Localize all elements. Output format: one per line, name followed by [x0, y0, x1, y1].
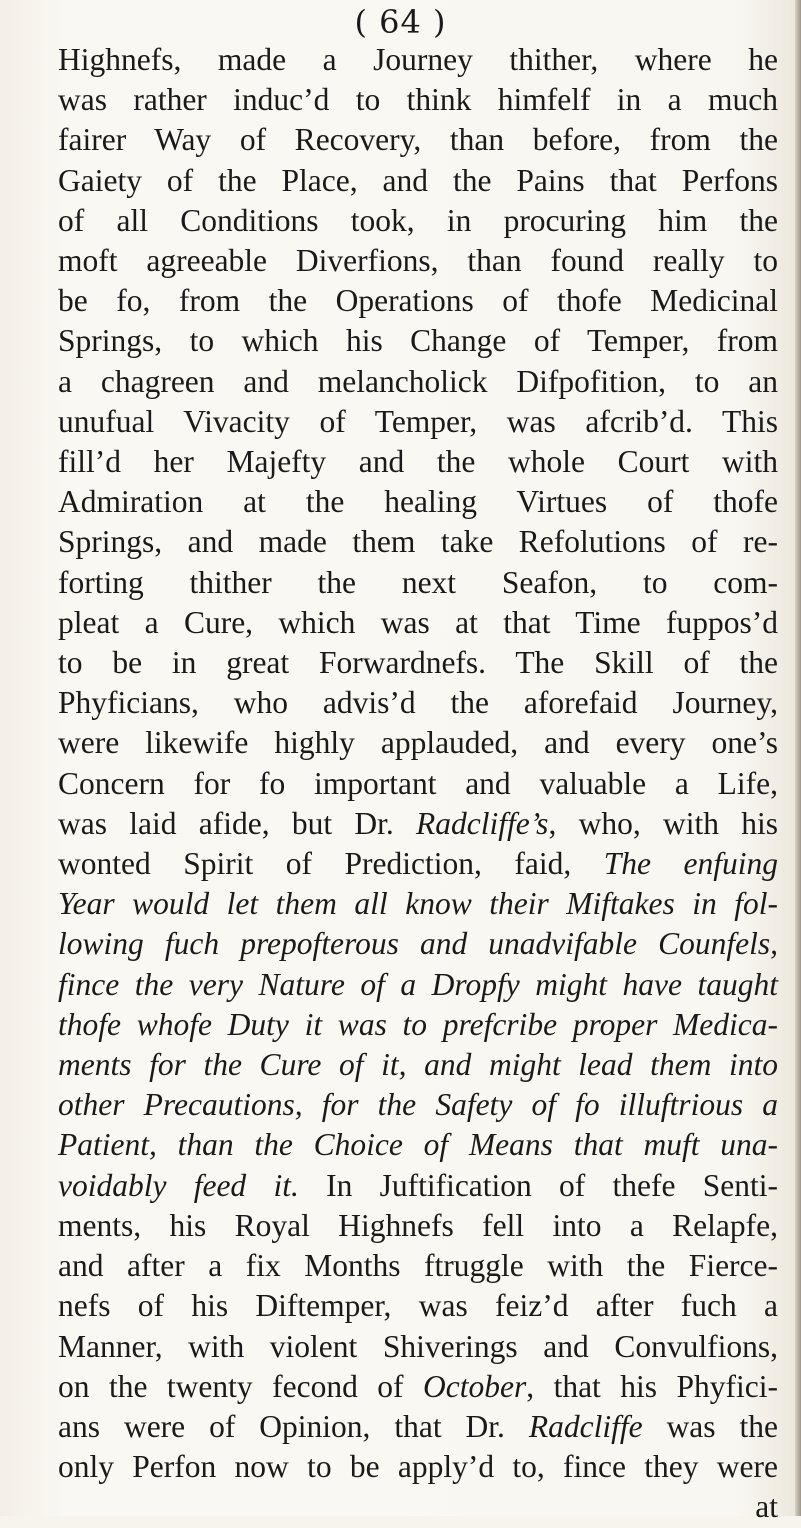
text-line	[58, 764, 778, 804]
text-run: Phyficians, who advis’d the aforefaid Journey,	[58, 685, 778, 721]
text-line	[58, 723, 778, 763]
text-line	[58, 643, 778, 683]
text-line	[58, 1125, 778, 1165]
text-line	[58, 161, 778, 201]
text-run: at	[755, 1489, 778, 1525]
text-run: In Juftification of thefe Senti-	[298, 1167, 778, 1203]
text-run: Concern for fo important and valuable a Life,	[58, 765, 778, 801]
italic-run: thofe whofe Duty it was to prefcribe proper Medica-	[58, 1006, 778, 1042]
text-run: only Perfon now to be apply’d to, fince they were	[58, 1449, 778, 1485]
text-run: wonted Spirit of Prediction, faid,	[58, 846, 604, 882]
text-line	[58, 924, 778, 964]
body-text	[58, 40, 778, 1528]
text-run: nefs of his Diftemper, was feiz’d after fuch a	[58, 1288, 778, 1324]
text-line	[58, 683, 778, 723]
text-line	[58, 201, 778, 241]
text-run: and after a fix Months ftruggle with the Fierce-	[58, 1248, 778, 1284]
text-line	[58, 522, 778, 562]
text-run: were likewife highly applauded, and every one’s	[58, 725, 778, 761]
text-run: was the	[642, 1408, 778, 1444]
text-run: fairer Way of Recovery, than before, from the	[58, 122, 778, 158]
text-line	[58, 362, 778, 402]
text-line	[58, 241, 778, 281]
text-line	[58, 1286, 778, 1326]
text-run: was laid afide, but Dr.	[58, 805, 417, 841]
text-run: a chagreen and melancholick Difpofition, to an	[58, 363, 778, 399]
text-line	[58, 1447, 778, 1487]
text-run: forting thither the next Seafon, to com-	[58, 564, 778, 600]
text-line	[58, 844, 778, 884]
text-line	[58, 804, 778, 844]
text-line	[58, 1045, 778, 1085]
text-run: Springs, and made them take Refolutions of re-	[58, 524, 778, 560]
text-run: of all Conditions took, in procuring him the	[58, 202, 778, 238]
italic-run: lowing fuch prepofterous and unadvifable Counfels,	[58, 926, 778, 962]
text-run: ans were of Opinion, that Dr.	[58, 1408, 529, 1444]
italic-run: voidably feed it.	[58, 1167, 299, 1203]
text-run: Highnefs, made a Journey thither, where he	[58, 42, 778, 77]
text-run: be fo, from the Operations of thofe Medicinal	[58, 283, 778, 319]
text-run: on the twenty fecond of	[58, 1368, 423, 1404]
text-run: was rather induc’d to think himfelf in a much	[58, 82, 778, 118]
text-line	[58, 884, 778, 924]
text-line	[58, 482, 778, 522]
text-run: moft agreeable Diverfions, than found really to	[58, 243, 778, 279]
text-line	[58, 402, 778, 442]
text-run: to be in great Forwardnefs. The Skill of the	[58, 645, 778, 681]
text-run: , who, with his	[548, 805, 779, 841]
text-line	[58, 1487, 778, 1527]
text-line	[58, 281, 778, 321]
italic-run: Patient, than the Choice of Means that muft una-	[58, 1127, 778, 1163]
text-run: Manner, with violent Shiverings and Convulfions,	[58, 1328, 778, 1364]
text-run: Gaiety of the Place, and the Pains that Perfons	[58, 162, 778, 198]
text-line	[58, 1407, 778, 1447]
text-run: Admiration at the healing Virtues of thofe	[58, 484, 778, 520]
text-line	[58, 1206, 778, 1246]
page-edge	[795, 0, 801, 1516]
text-run: fill’d her Majefty and the whole Court with	[58, 444, 778, 480]
page-number: ( 64 )	[354, 3, 447, 41]
text-line	[58, 603, 778, 643]
italic-run: ments for the Cure of it, and might lead them into	[58, 1047, 778, 1083]
text-line	[58, 1367, 778, 1407]
italic-run: other Precautions, for the Safety of fo illuftrious a	[58, 1087, 778, 1123]
text-line	[58, 442, 778, 482]
text-run: pleat a Cure, which was at that Time fuppos’d	[58, 604, 778, 640]
text-run: Springs, to which his Change of Temper, from	[58, 323, 778, 359]
text-run: unufual Vivacity of Temper, was afcrib’d. This	[58, 403, 778, 439]
text-line	[58, 120, 778, 160]
italic-run: October	[423, 1368, 527, 1404]
text-line	[58, 1085, 778, 1125]
text-line	[58, 1005, 778, 1045]
italic-run: Radcliffe’s	[416, 805, 549, 841]
italic-run: Radcliffe	[528, 1408, 643, 1444]
text-line	[58, 1166, 778, 1206]
italic-run: Year would let them all know their Miftakes in fol-	[58, 886, 778, 922]
text-line	[58, 1327, 778, 1367]
text-line	[58, 1246, 778, 1286]
text-line	[58, 965, 778, 1005]
text-line	[58, 321, 778, 361]
text-line	[58, 80, 778, 120]
italic-run: fince the very Nature of a Dropfy might have taught	[58, 966, 778, 1002]
text-run: ments, his Royal Highnefs fell into a Relapfe,	[58, 1207, 778, 1243]
italic-run: The enfuing	[603, 846, 778, 882]
text-line	[58, 563, 778, 603]
text-run: , that his Phyfici-	[526, 1368, 778, 1404]
text-line	[58, 40, 778, 80]
